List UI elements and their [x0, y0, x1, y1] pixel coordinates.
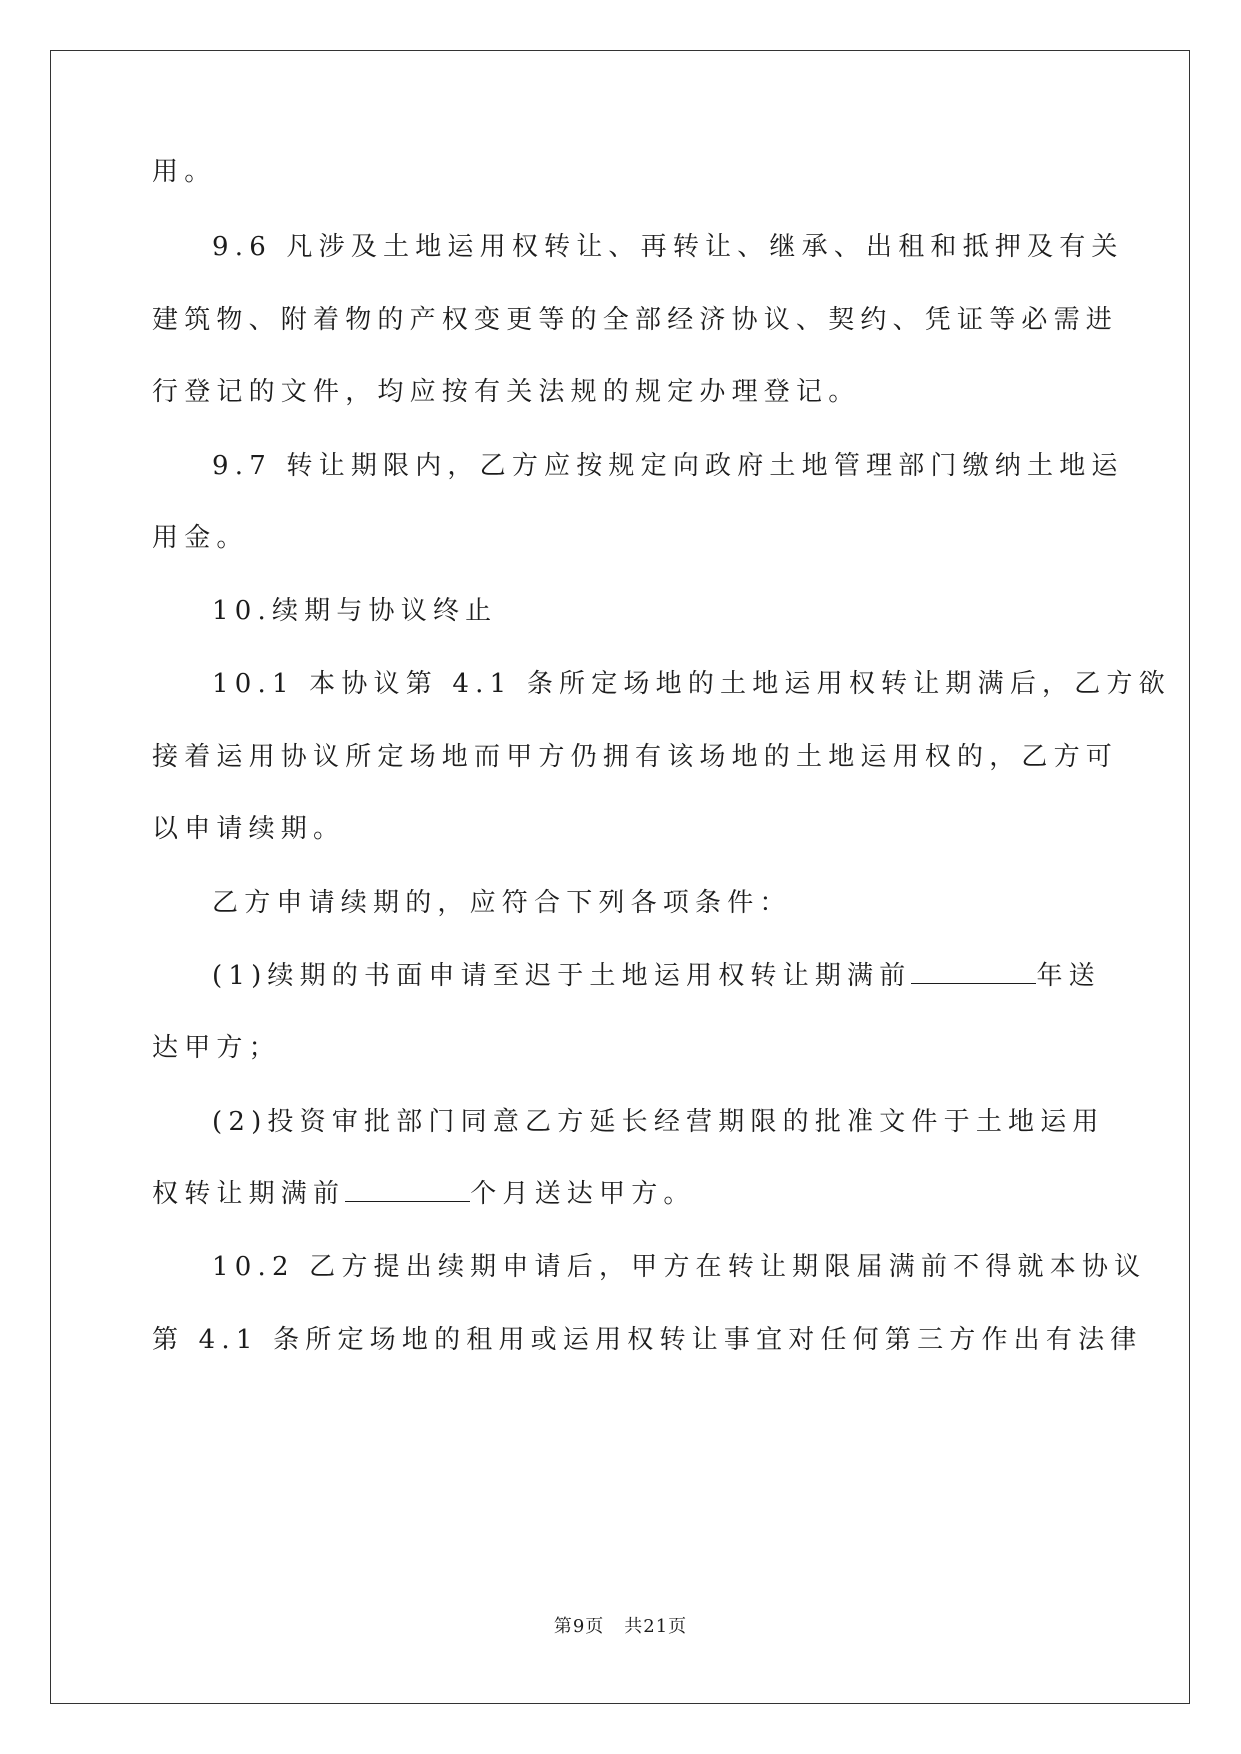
- paragraph-9-6-line-2: 建筑物、附着物的产权变更等的全部经济协议、契约、凭证等必需进: [152, 305, 1119, 335]
- condition-2-line-1: (2)投资审批部门同意乙方延长经营期限的批准文件于土地运用: [212, 1107, 1105, 1137]
- fill-in-blank: [345, 1179, 470, 1202]
- paragraph-10-2-line-2: 第 4.1 条所定场地的租用或运用权转让事宜对任何第三方作出有法律: [152, 1325, 1143, 1355]
- page-prefix: 第: [553, 1616, 573, 1637]
- conditions-intro: 乙方申请续期的，应符合下列各项条件：: [212, 888, 792, 918]
- total-prefix: 共: [624, 1616, 644, 1637]
- paragraph-10-2-line-1: 10.2 乙方提出续期申请后，甲方在转让期限届满前不得就本协议: [212, 1252, 1147, 1282]
- page-suffix: 页: [585, 1616, 605, 1637]
- condition-1-text: (1)续期的书面申请至迟于土地运用权转让期满前: [212, 961, 912, 991]
- paragraph-10-1-line-2: 接着运用协议所定场地而甲方仍拥有该场地的土地运用权的，乙方可: [152, 742, 1119, 772]
- condition-2-text: 权转让期满前: [152, 1179, 346, 1209]
- paragraph-9-7-line-2: 用金。: [152, 523, 249, 553]
- paragraph-9-6-line-3: 行登记的文件，均应按有关法规的规定办理登记。: [152, 377, 861, 407]
- total-pages: 21: [643, 1616, 669, 1637]
- fill-in-blank: [911, 961, 1036, 984]
- page-number: 9: [572, 1616, 586, 1637]
- page-border: [50, 50, 1190, 1704]
- paragraph-10-1-line-1: 10.1 本协议第 4.1 条所定场地的土地运用权转让期满后，乙方欲: [212, 669, 1171, 699]
- condition-1-text-tail: 年送: [1036, 961, 1101, 991]
- condition-2-text-tail: 个月送达甲方。: [470, 1179, 696, 1209]
- text-line: 用。: [152, 157, 217, 187]
- section-heading-10: 10.续期与协议终止: [212, 596, 498, 626]
- paragraph-9-6-line-1: 9.6 凡涉及土地运用权转让、再转让、继承、出租和抵押及有关: [212, 232, 1124, 262]
- condition-1-line-1: [212, 961, 1101, 991]
- page-footer: [0, 1612, 1241, 1638]
- paragraph-9-7-line-1: 9.7 转让期限内，乙方应按规定向政府土地管理部门缴纳土地运: [212, 451, 1124, 481]
- condition-2-line-2: [152, 1179, 696, 1209]
- paragraph-10-1-line-3: 以申请续期。: [152, 814, 346, 844]
- total-suffix: 页: [668, 1616, 688, 1637]
- condition-1-line-2: 达甲方；: [152, 1033, 281, 1063]
